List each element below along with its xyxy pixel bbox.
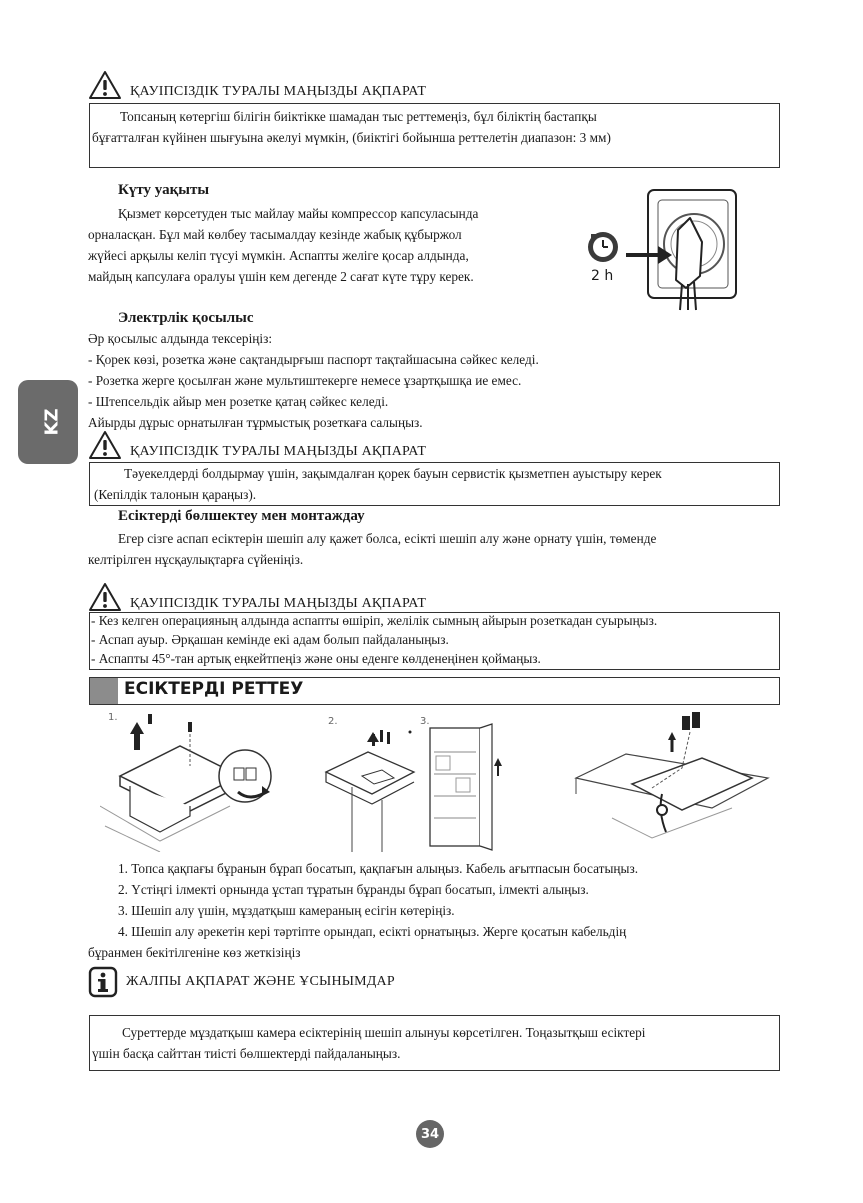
open-freezer-illustration	[420, 722, 510, 852]
step-item: 1. Топса қақпағы бұранын бұрап босатып, қақпағын алыңыз. Кабель ағытпасын босатыңыз.	[118, 861, 639, 876]
paragraph-line: Айырды дұрыс орнатылған тұрмыстық розеткаға салыңыз.	[88, 415, 423, 430]
paragraph-line: - Штепсельдік айыр мен розетке қатаң сәйкес келеді.	[88, 394, 389, 409]
doors-heading: Есіктерді бөлшектеу мен монтаждау	[118, 508, 365, 524]
ground-screw-illustration	[572, 708, 780, 852]
hinge-cover-illustration	[100, 706, 290, 852]
clock-icon	[586, 230, 620, 264]
warning-header-2	[88, 430, 426, 460]
doors-paragraph	[88, 528, 778, 570]
section-marker	[90, 678, 118, 704]
step-item: бұранмен бекітілгеніне көз жеткізіңіз	[88, 945, 301, 960]
electric-paragraph	[88, 328, 778, 433]
paragraph-line: - Розетка жерге қосылған және мультиштекерге немесе ұзартқышқа ие емес.	[88, 373, 522, 388]
info-header	[88, 966, 395, 998]
upper-hinge-illustration	[322, 712, 418, 852]
paragraph-line: - Қорек көзі, розетка және сақтандырғыш паспорт тақтайшасына сәйкес келеді.	[88, 352, 539, 367]
step-item: 4. Шешіп алу әрекетін кері тәртіпте орындап, есікті орнатыңыз. Жерге қосатын кабельдің	[118, 924, 627, 939]
warning-box-2	[89, 462, 780, 506]
warning-text: Тәуекелдерді болдырмау үшін, зақымдалған қорек бауын сервистік қызметпен ауыстыру керек	[124, 466, 662, 481]
page-number: 34	[416, 1120, 444, 1148]
warning-icon	[88, 582, 122, 612]
info-text: Суреттерде мұздатқыш камера есіктерінің шешіп алынуы көрсетілген. Тоңазытқыш есіктері	[122, 1025, 646, 1040]
warning-text: - Кез келген операцияның алдында аспапты өшіріп, желілік сымның айырын розеткадан суырыңыз.	[91, 613, 658, 628]
paragraph-line: Егер сізге аспап есіктерін шешіп алу қажет болса, есікті шешіп алу және орнату үшін, төменде	[118, 531, 657, 546]
paragraph-line: жүйесі арқылы келіп түсуі мүмкін. Аспапты желіге қосар алдында,	[88, 248, 469, 263]
info-title: ЖАЛПЫ АҚПАРАТ ЖӘНЕ ҰСЫНЫМДАР	[126, 974, 395, 989]
figure-number: 3.	[420, 716, 430, 727]
info-box	[89, 1015, 780, 1071]
electric-heading: Электрлік қосылыс	[118, 310, 254, 326]
paragraph-line: орналасқан. Бұл май көлбеу тасымалдау кезінде жабық құбыржол	[88, 227, 462, 242]
figure-number: 1.	[108, 712, 118, 723]
warning-text: бұғатталған күйінен шығуына әкелуі мүмкін, (биіктігі бойынша реттелетін диапазон: 3 мм)	[92, 130, 611, 145]
step-item: 3. Шешіп алу үшін, мұздатқыш камераның есігін көтеріңіз.	[118, 903, 455, 918]
warning-text: - Аспап ауыр. Әрқашан кемінде екі адам болып пайдаланыңыз.	[91, 632, 449, 647]
warning-text: Топсаның көтергіш білігін биіктікке шамадан тыс реттемеңіз, бұл біліктің бастапқы	[120, 109, 597, 124]
steps-list	[88, 858, 778, 963]
paragraph-line: майдың капсулаға оралуы үшін кем дегенде 2 сағат күте тұру керек.	[88, 269, 474, 284]
warning-box-1	[89, 103, 780, 168]
clock-label: 2 h	[591, 268, 614, 284]
warning-icon	[88, 430, 122, 460]
warning-title: ҚАУІПСІЗДІК ТУРАЛЫ МАҢЫЗДЫ АҚПАРАТ	[130, 444, 427, 459]
language-tab-label: KZ	[41, 408, 63, 436]
warning-text: - Аспапты 45°-тан артық еңкейтпеңіз және оны еденге көлденеңінен қоймаңыз.	[91, 651, 541, 666]
warning-box-3	[89, 612, 780, 670]
step-item: 2. Үстіңгі ілмекті орнында ұстап тұратын бұранды бұрап босатып, ілмекті алыңыз.	[118, 882, 589, 897]
warning-header-3	[88, 582, 426, 612]
warning-text: (Кепілдік талонын қараңыз).	[94, 487, 257, 502]
warning-title: ҚАУІПСІЗДІК ТУРАЛЫ МАҢЫЗДЫ АҚПАРАТ	[130, 84, 427, 99]
waiting-paragraph	[88, 203, 568, 287]
paragraph-line: келтірілген нұсқаулықтарға сүйеніңіз.	[88, 552, 304, 567]
section-title: ЕСІКТЕРДІ РЕТТЕУ	[124, 679, 304, 699]
warning-icon	[88, 70, 122, 100]
waiting-heading: Күту уақыты	[118, 182, 210, 198]
figure-number: 2.	[328, 716, 338, 727]
warning-title: ҚАУІПСІЗДІК ТУРАЛЫ МАҢЫЗДЫ АҚПАРАТ	[130, 596, 427, 611]
section-header	[89, 677, 780, 705]
info-icon	[88, 966, 118, 998]
paragraph-line: Қызмет көрсетуден тыс майлау майы компрессор капсуласында	[118, 206, 479, 221]
language-tab	[18, 380, 78, 464]
info-text: үшін басқа сайттан тиісті бөлшектерді пайдаланыңыз.	[92, 1046, 401, 1061]
warning-header-1	[88, 70, 426, 100]
plug-socket-icon	[620, 188, 740, 312]
paragraph-line: Әр қосылыс алдында тексеріңіз:	[88, 331, 273, 346]
